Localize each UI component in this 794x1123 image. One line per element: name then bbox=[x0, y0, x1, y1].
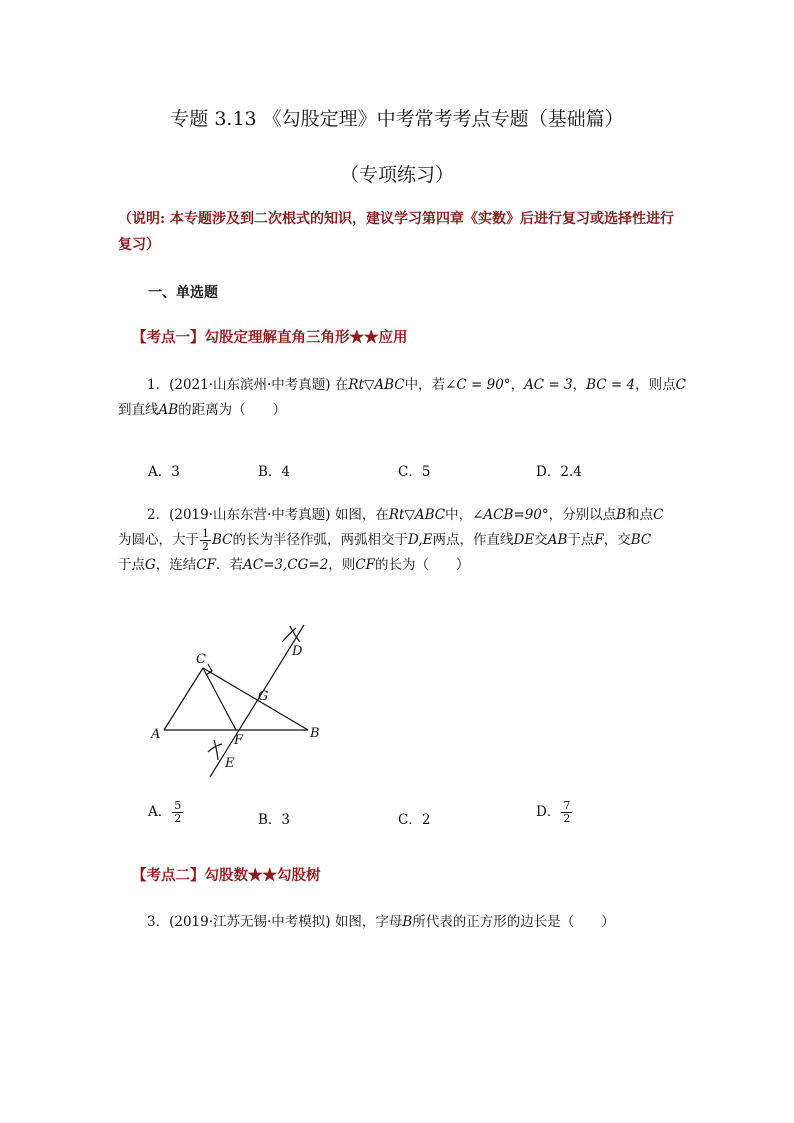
q2-mid: 中， bbox=[445, 507, 473, 523]
q2-rt: Rt bbox=[388, 507, 405, 523]
page-title: 专题 3.13 《勾股定理》中考常考考点专题（基础篇） bbox=[170, 108, 624, 130]
q3-tail: 所代表的正方形的边长是（ ） bbox=[412, 914, 615, 930]
label-f: F bbox=[234, 733, 244, 748]
segment-cb bbox=[203, 668, 308, 730]
q1-triangle: ABC bbox=[374, 377, 405, 393]
q2-option-c[interactable]: C．2 bbox=[398, 812, 431, 828]
q2-option-d[interactable] bbox=[536, 800, 573, 825]
q1-option-a[interactable]: A．3 bbox=[148, 464, 180, 480]
q2-prefix: 2．(2019·山东东营·中考真题) 如图，在 bbox=[147, 507, 389, 523]
label-a: A bbox=[151, 727, 161, 742]
q2-option-a-den: 2 bbox=[174, 812, 182, 825]
q1-line2b: 的距离为（ ） bbox=[178, 402, 287, 418]
label-e: E bbox=[225, 756, 235, 771]
q2-cf2: CF bbox=[355, 557, 375, 573]
q1-mid: 中，若 bbox=[404, 377, 446, 393]
q2-option-d-prefix: D． bbox=[536, 804, 561, 820]
q2-option-a-fraction bbox=[172, 800, 183, 825]
kaodian-heading-1: 【考点一】勾股定理解直角三角形★★应用 bbox=[132, 329, 408, 346]
q2-given: AC=3,CG=2 bbox=[243, 557, 329, 573]
q2-half-num: 1 bbox=[202, 527, 209, 540]
q1-option-c[interactable]: C．5 bbox=[398, 464, 431, 480]
q2-triangle: ABC bbox=[414, 507, 446, 523]
q1-cond2: AC = 3 bbox=[524, 377, 573, 393]
q2-l2c: 两点，作直线 bbox=[432, 532, 514, 548]
section-heading: 一、单选题 bbox=[148, 285, 218, 301]
q2-mid2: ，分别以点 bbox=[548, 507, 617, 523]
q1-point: C bbox=[675, 377, 686, 393]
q2-ab: AB bbox=[547, 532, 568, 548]
q2-option-d-fraction bbox=[561, 800, 572, 825]
q1-option-b[interactable]: B．4 bbox=[258, 464, 291, 480]
q2-bc: BC bbox=[212, 532, 233, 548]
q1-tail: ，则点 bbox=[635, 377, 676, 393]
q2-l3d: ，则 bbox=[328, 557, 356, 573]
q2-de: D,E bbox=[408, 532, 433, 548]
q2-point-c: C bbox=[653, 507, 664, 523]
q2-l3c: ．若 bbox=[216, 557, 243, 573]
q2-g: G bbox=[145, 557, 156, 573]
q2-l3b: ，连结 bbox=[155, 557, 197, 573]
q2-angle: ∠ACB=90° bbox=[472, 507, 549, 523]
q1-line2: 到直线 bbox=[118, 402, 159, 418]
kaodian-heading-2: 【考点二】勾股数★★勾股树 bbox=[132, 867, 321, 884]
q2-cf: CF bbox=[196, 557, 216, 573]
q1-rt: Rt bbox=[348, 377, 364, 393]
q1-prefix: 1．(2021·山东滨州·中考真题) 在 bbox=[147, 377, 349, 393]
q2-option-a-prefix: A． bbox=[148, 804, 172, 820]
q1-ab: AB bbox=[158, 402, 179, 418]
page-subtitle: （专项练习） bbox=[339, 164, 454, 186]
q2-and: 和点 bbox=[626, 507, 654, 523]
label-b: B bbox=[310, 726, 320, 741]
q2-option-a-num: 5 bbox=[174, 799, 182, 812]
q2-l2e: 于点 bbox=[567, 532, 595, 548]
q2-option-b[interactable]: B．3 bbox=[258, 812, 291, 828]
q2-option-d-num: 7 bbox=[563, 799, 571, 812]
line-de bbox=[210, 625, 304, 777]
q2-option-d-den: 2 bbox=[563, 812, 571, 825]
q2-l2b: 的长为半径作弧，两弧相交于 bbox=[232, 532, 409, 548]
arc-mark-d-1 bbox=[282, 628, 296, 642]
instruction-note: （说明: 本专题涉及到二次根式的知识，建议学习第四章《实数》后进行复习或选择性进行复习） bbox=[118, 211, 675, 253]
question-1: 1．(2021·山东滨州·中考真题) 在Rt▽ABC中，若∠C = 90°，AC = 3，BC = 4，则点C 到直线AB的距离为（ ） bbox=[118, 377, 686, 418]
q2-f: F bbox=[594, 532, 604, 548]
q2-l2d: 交 bbox=[534, 532, 548, 548]
q3-letter-b: B bbox=[402, 914, 413, 930]
q3-prefix: 3．(2019·江苏无锡·中考模拟) 如图，字母 bbox=[147, 914, 403, 930]
q2-l3e: 的长为（ ） bbox=[375, 557, 470, 573]
q2-bc2: BC bbox=[630, 532, 652, 548]
q1-option-d[interactable]: D．2.4 bbox=[536, 464, 582, 480]
q2-half-fraction bbox=[200, 528, 211, 553]
q2-l3a: 于点 bbox=[118, 557, 145, 573]
q2-option-a[interactable] bbox=[148, 800, 184, 825]
label-g: G bbox=[258, 689, 269, 704]
question-3 bbox=[118, 910, 688, 935]
segment-ac bbox=[164, 668, 203, 730]
question-2: 2．(2019·山东东营·中考真题) 如图，在Rt▽ABC中，∠ACB=90°，分别以点B和点C 为圆心，大于 $\frac{1}{2}$ BC的长为半径作弧，两弧相交于D,E两点，作直线DE交AB于点F，交BC 于点G，连结CF．若AC=3,CG=2，则CF的长为（ ） bbox=[118, 507, 664, 573]
triangle-construction-figure bbox=[140, 620, 340, 780]
q2-half-den: 2 bbox=[202, 540, 209, 553]
q2-l2f: ，交 bbox=[603, 532, 631, 548]
arc-mark-e-2 bbox=[214, 740, 218, 760]
q1-cond1: ∠C = 90° bbox=[445, 377, 511, 393]
label-d: D bbox=[292, 644, 303, 659]
q2-de2: DE bbox=[513, 532, 535, 548]
label-c: C bbox=[196, 652, 206, 667]
q1-cond3: BC = 4 bbox=[586, 377, 636, 393]
q2-l2a: 为圆心，大于 bbox=[118, 532, 199, 548]
q2-point-b: B bbox=[616, 507, 627, 523]
